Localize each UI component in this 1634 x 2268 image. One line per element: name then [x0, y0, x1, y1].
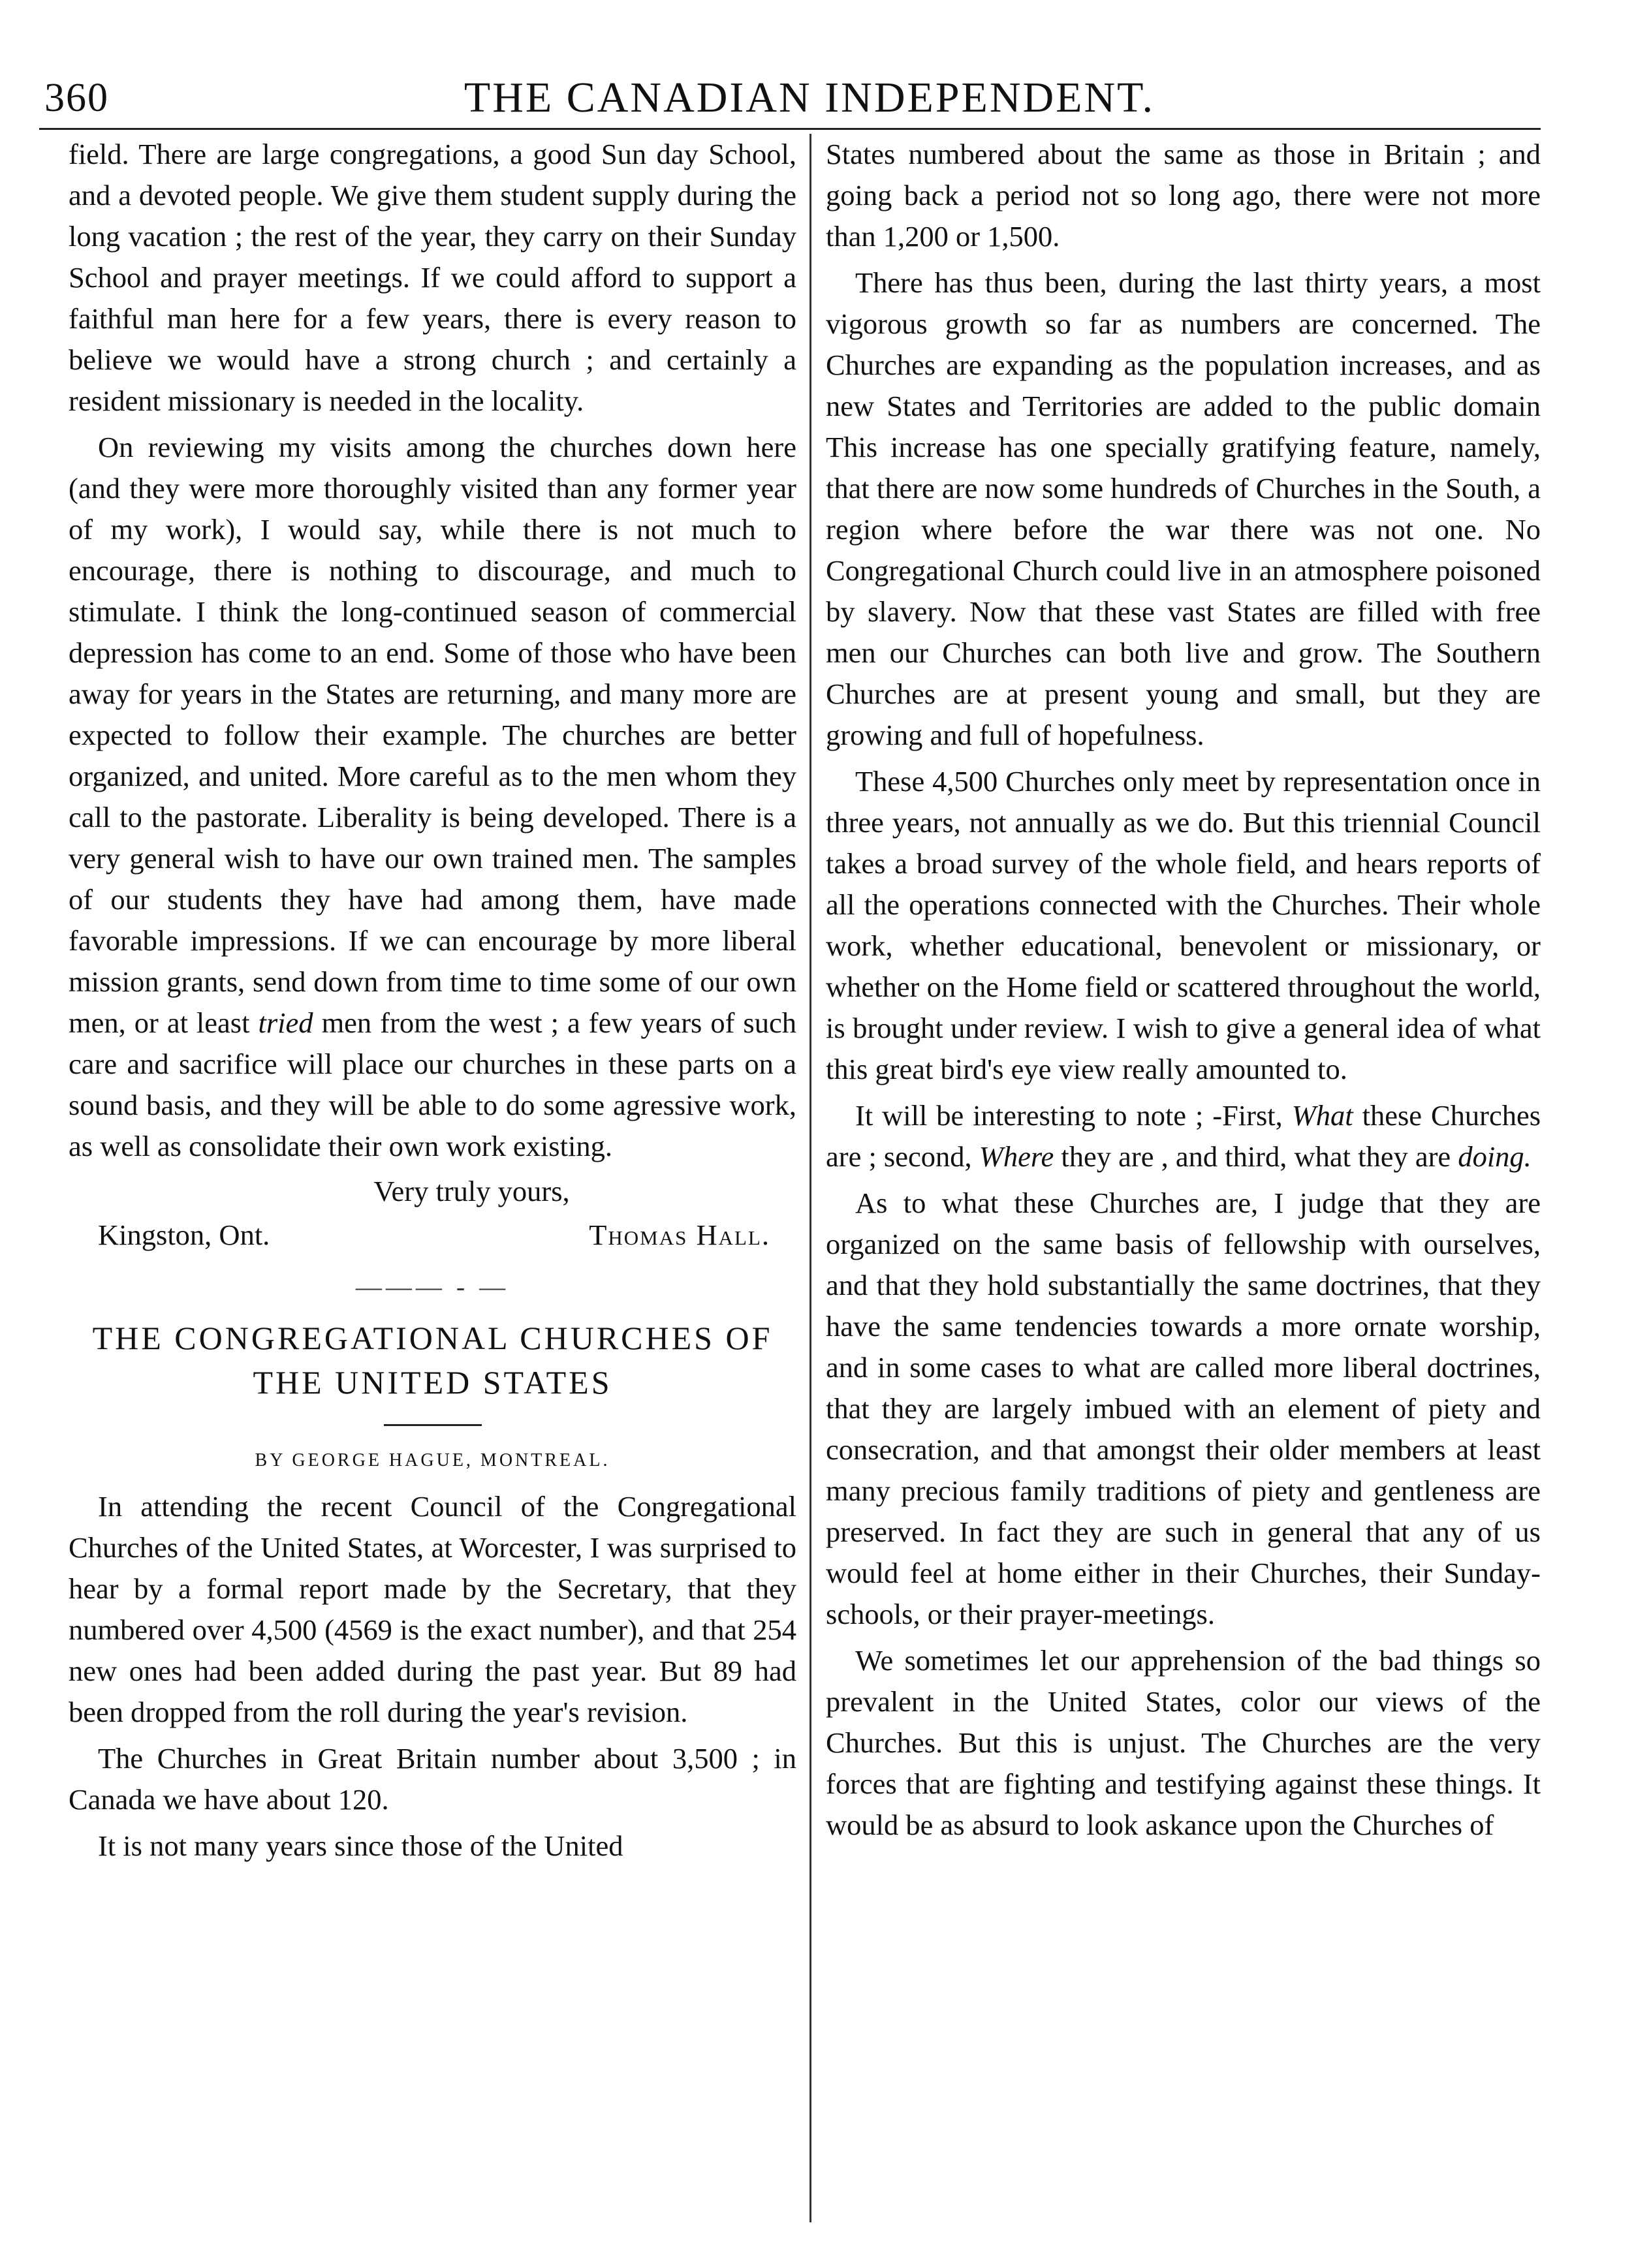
article-title-line-1: THE CONGREGATIONAL CHURCHES OF	[92, 1320, 773, 1356]
left-paragraph-2-italic: tried	[258, 1006, 313, 1039]
right-paragraph-4-text-a: It will be interesting to note ; -First,	[855, 1099, 1283, 1132]
right-paragraph-4-italic-where: Where	[979, 1140, 1054, 1173]
right-paragraph-4	[826, 1095, 1541, 1177]
article-byline: BY GEORGE HAGUE, MONTREAL.	[255, 1450, 610, 1470]
right-paragraph-4-italic-what: What	[1291, 1099, 1353, 1132]
right-paragraph-1: States numbered about the same as those in Britain ; and going back a period not so long ago, there were not more than 1,200 or 1,500.	[826, 138, 1541, 253]
right-paragraph-4-text-b: these Churches are ; second,	[826, 1099, 1541, 1173]
title-rule	[384, 1424, 482, 1426]
letter-closing: Very truly yours,	[373, 1175, 570, 1207]
signature-line	[69, 1215, 796, 1256]
right-paragraph-5: As to what these Churches are, I judge that they are organized on the same basis of fellowship with ourselves, and that they hold substantially the same doctrines, that they have the same tendencies towards a more ornate worship, and in some cases to what are called more liberal doctrines, that they are largely imbued with an element of piety and consecration, and that amongst their older members at least many precious family traditions of piety and gentleness are preserved. In fact they are such in general that any of us would feel at home either in their Churches, their Sunday-schools, or their prayer-meetings.	[826, 1187, 1541, 1630]
right-column	[826, 134, 1541, 2222]
left-paragraph-2-text-a: On reviewing my visits among the churches down here (and they were more thoroughly visited than any former year of my work), I would say, while there is not much to encourage, there is nothing to discourage, and much to stimulate. I think the long-continued season of commercial depression has come to an end. Some of those who have been away for years in the States are returning, and many more are expected to follow their example. The churches are better organized, and united. More careful as to the men whom they call to the pastorate. Liberality is being developed. There is a very general wish to have our own trained men. The samples of our students they have had among them, have made favorable impressions. If we can encourage by more liberal mission grants, send down from time to time some of our own men, or at least	[69, 431, 796, 1039]
article-title-line-2: THE UNITED STATES	[253, 1364, 612, 1401]
letter-signature: Thomas Hall.	[589, 1219, 770, 1251]
left-paragraph-3: In attending the recent Council of the Congregational Churches of the United States, at Worcester, I was surprised to hear by a formal report made by the Secretary, that they numbered over 4,500 (4569 is the exact number), and that 254 new ones had been added during the past year. But 89 had been dropped from the roll during the year's revision.	[69, 1490, 796, 1728]
left-paragraph-2	[69, 427, 796, 1167]
column-divider	[809, 134, 811, 2222]
left-paragraph-5: It is not many years since those of the United	[98, 1829, 623, 1862]
right-paragraph-4-text-c: they are , and third, what they are	[1061, 1140, 1451, 1173]
letter-place: Kingston, Ont.	[98, 1219, 270, 1251]
right-paragraph-6: We sometimes let our apprehension of the bad things so prevalent in the United States, color our views of the Churches. But this is unjust. The Churches are the very forces that are fighting and testifying against these things. It would be as absurd to look askance upon the Churches of	[826, 1644, 1541, 1841]
left-paragraph-2-text-b: men from the west ; a few years of such care and sacrifice will place our churches in these parts on a sound basis, and they will be able to do some agressive work, as well as consolidate their own work existing.	[69, 1006, 796, 1162]
page-number: 360	[44, 76, 109, 120]
header-rule	[39, 128, 1541, 130]
running-title: THE CANADIAN INDEPENDENT.	[463, 74, 1155, 121]
right-paragraph-4-italic-doing: doing.	[1458, 1140, 1532, 1173]
right-paragraph-2: There has thus been, during the last thirty years, a most vigorous growth so far as numbers are concerned. The Churches are expanding as the population increases, and as new States and Territories are added to the public domain This increase has one specially gratifying feature, namely, that there are now some hundreds of Churches in the South, a region where before the war there was not one. No Congregational Church could live in an atmosphere poisoned by slavery. Now that these vast States are filled with free men our Churches can both live and grow. The Southern Churches are at present young and small, but they are growing and full of hopefulness.	[826, 266, 1541, 751]
left-column	[69, 134, 796, 2222]
section-break: ——— - —	[355, 1272, 510, 1301]
right-paragraph-3: These 4,500 Churches only meet by representation once in three years, not annually as we do. But this triennial Council takes a broad survey of the whole field, and hears reports of all the operations connected with the Churches. Their whole work, whether educational, benevolent or missionary, or whether on the Home field or scattered throughout the world, is brought under review. I wish to give a general idea of what this great bird's eye view really amounted to.	[826, 765, 1541, 1085]
left-paragraph-4: The Churches in Great Britain number about 3,500 ; in Canada we have about 120.	[69, 1742, 796, 1816]
left-paragraph-1: field. There are large congregations, a good Sun day School, and a devoted people. We give them student supply during the long vacation ; the rest of the year, they carry on their Sunday School and prayer meetings. If we could afford to support a faithful man here for a few years, there is every reason to believe we would have a strong church ; and certainly a resident missionary is needed in the locality.	[69, 138, 796, 417]
page-header	[39, 65, 1541, 131]
